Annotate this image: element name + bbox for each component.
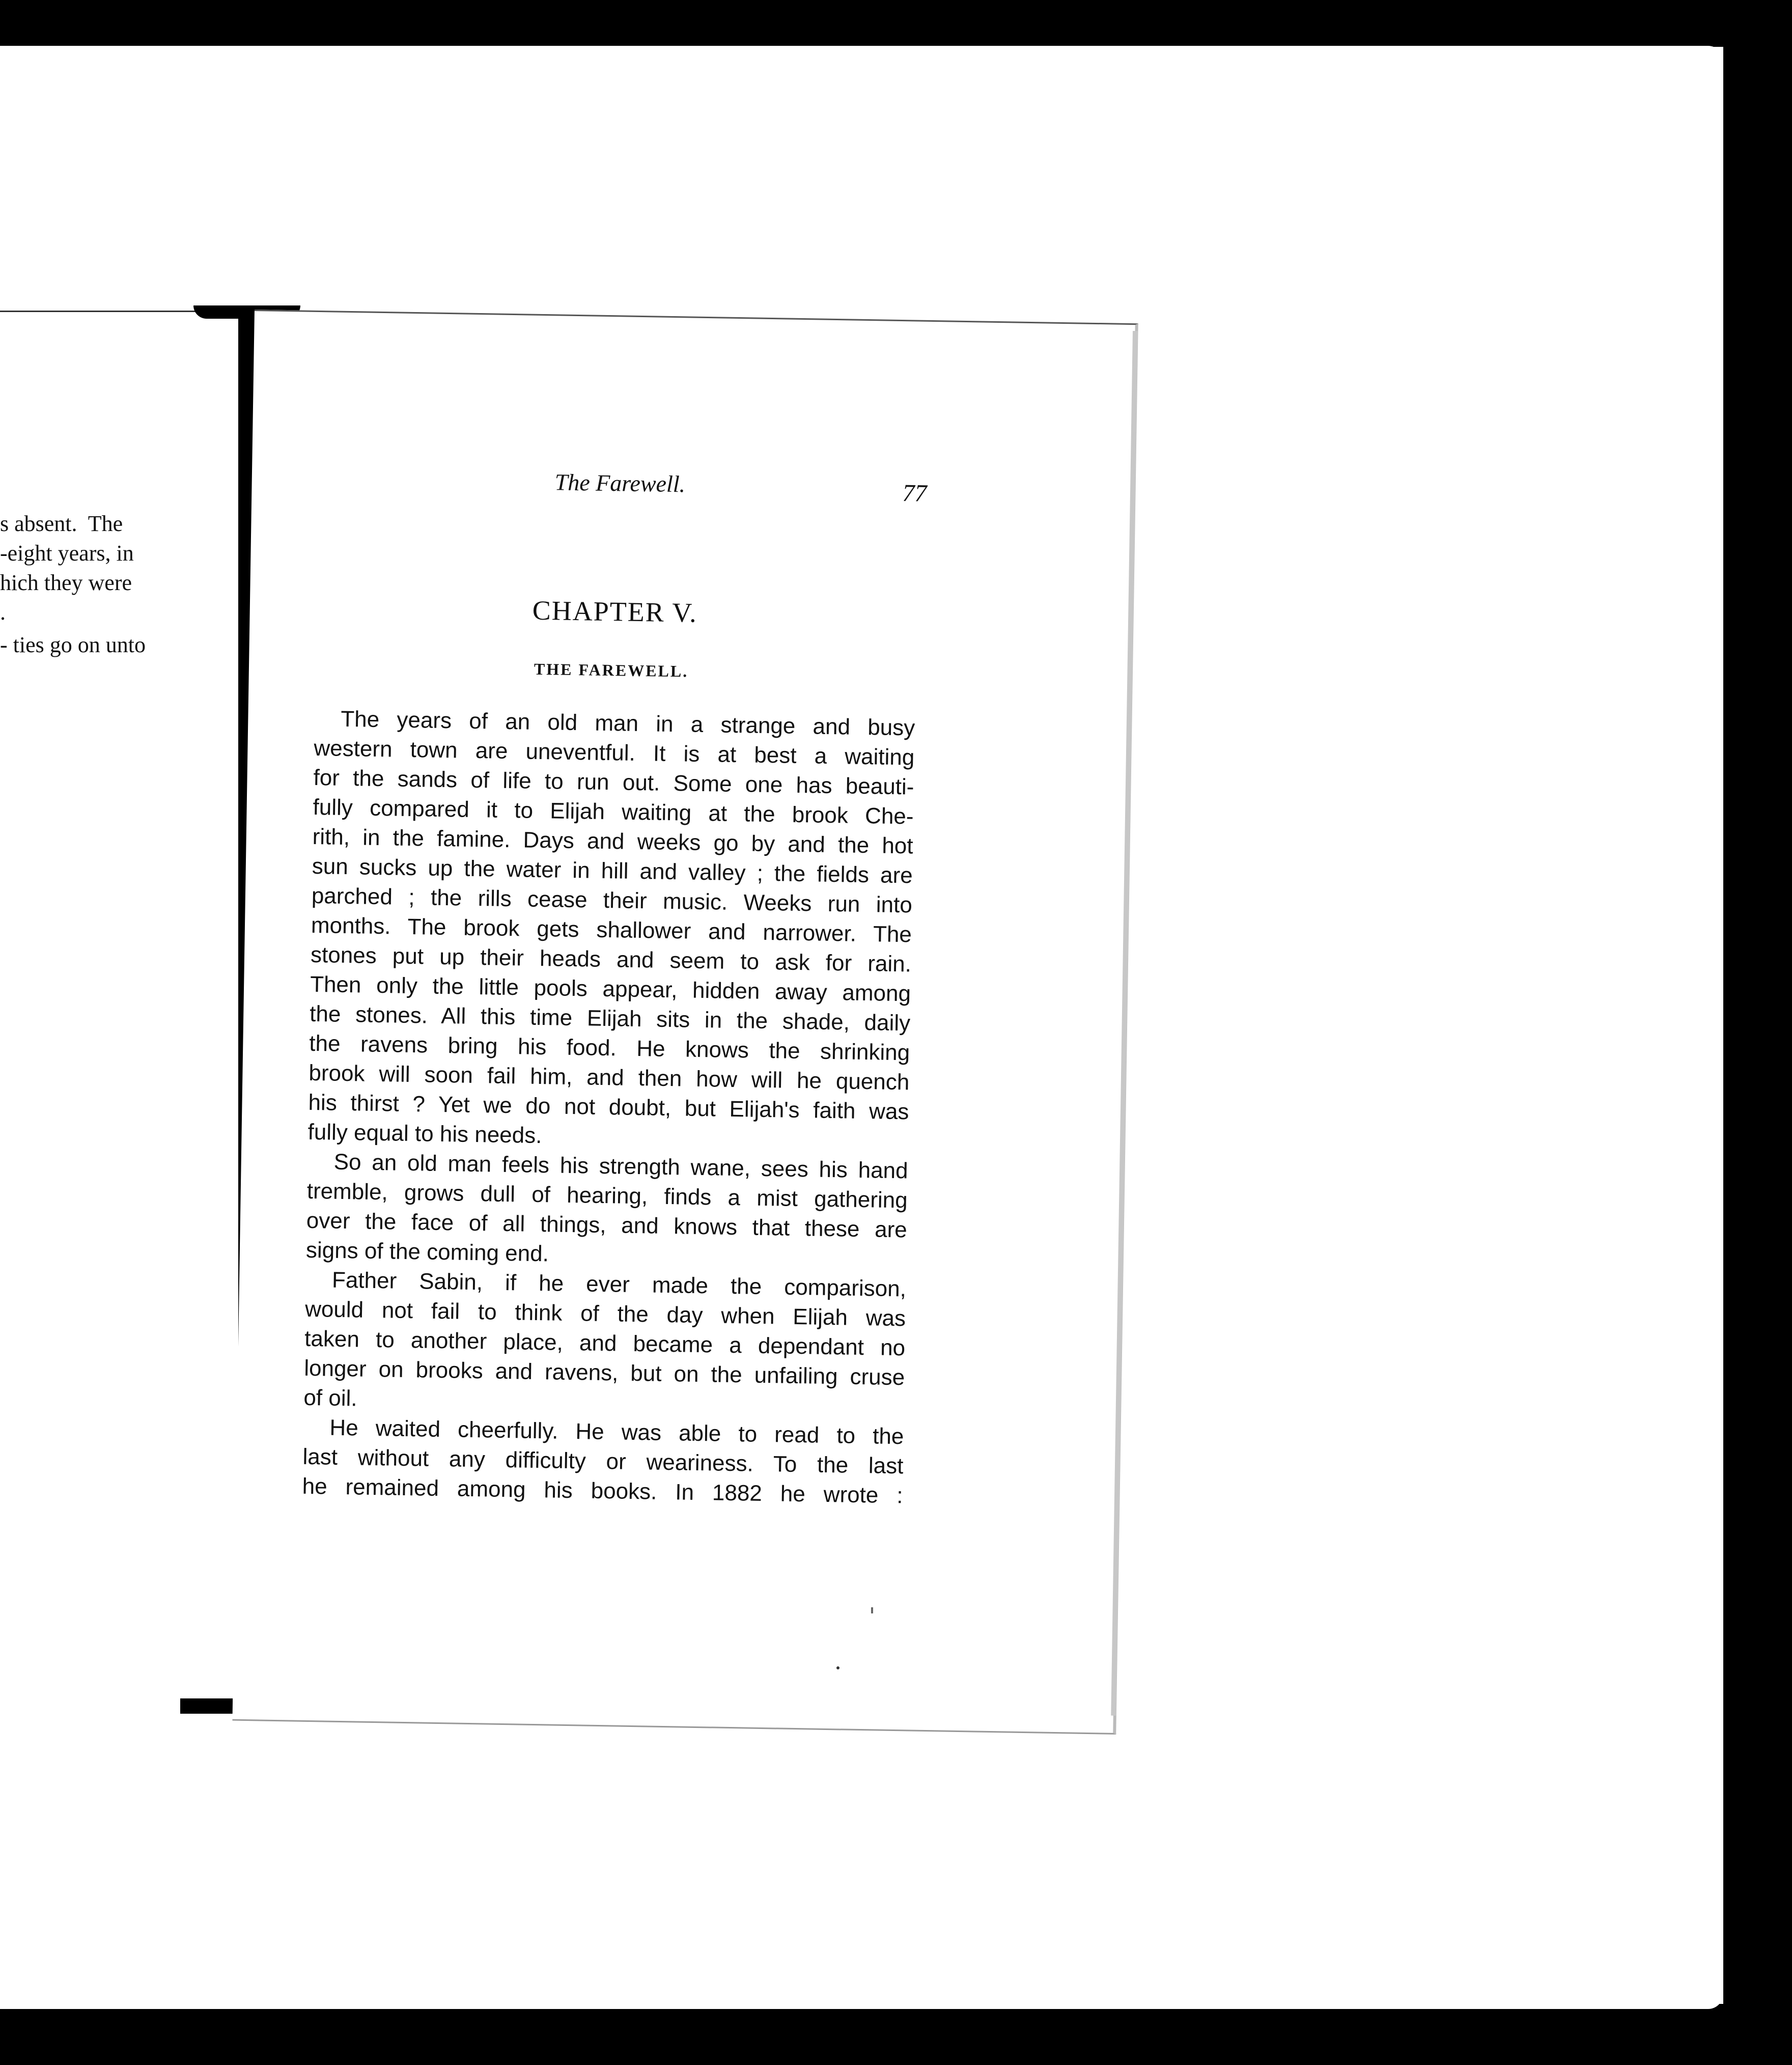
body-line: sun sucks up the water in hill and valley ; the fields are: [312, 853, 913, 888]
body-line: longer on brooks and ravens, but on the unfailing cruse: [303, 1355, 905, 1390]
running-head: The Farewell.: [554, 469, 686, 497]
chapter-subtitle: THE FAREWELL.: [534, 659, 689, 681]
body-line: of oil.: [303, 1385, 357, 1411]
body-line: for the sands of life to run out. Some one has beauti-: [313, 765, 914, 800]
body-line: the ravens bring his food. He knows the shrinking: [309, 1030, 910, 1066]
chapter-title: CHAPTER V.: [532, 595, 698, 628]
body-line: signs of the coming end.: [305, 1237, 549, 1267]
body-line: tremble, grows dull of hearing, finds a mist gathering: [306, 1178, 908, 1213]
scan-border-bottom: [0, 2004, 1792, 2065]
left-page-line: - ties go on unto: [0, 632, 146, 657]
body-line: last without any difficulty or weariness. To the last: [302, 1444, 904, 1479]
body-text: [302, 704, 915, 1511]
body-line: He waited cheerfully. He was able to read to the: [329, 1415, 904, 1449]
body-line: fully equal to his needs.: [307, 1119, 542, 1149]
scan-speck: [871, 1607, 873, 1613]
body-line: So an old man feels his strength wane, sees his hand: [333, 1149, 908, 1184]
body-line: The years of an old man in a strange and busy: [341, 706, 915, 741]
body-line: parched ; the rills cease their music. Weeks run into: [311, 883, 913, 918]
left-page-line: hich they were: [0, 570, 132, 595]
body-line: fully compared it to Elijah waiting at the brook Che-: [313, 794, 914, 829]
scan-speck: [836, 1666, 839, 1669]
body-line: would not fail to think of the day when Elijah was: [304, 1296, 906, 1331]
body-line: he remained among his books. In 1882 he wrote :: [302, 1473, 903, 1509]
body-line: his thirst ? Yet we do not doubt, but Elijah's faith was: [308, 1090, 909, 1125]
body-line: rith, in the famine. Days and weeks go by and the hot: [312, 824, 913, 859]
right-page: [232, 310, 1138, 1735]
left-page-line: .: [0, 600, 6, 625]
left-page-line: -eight years, in: [0, 541, 134, 566]
body-line: western town are uneventful. It is at best a waiting: [314, 735, 915, 770]
scan-border-top: [0, 0, 1792, 47]
scan-border-right: [1723, 0, 1792, 2065]
left-page-line: s absent. The: [0, 511, 123, 536]
body-line: over the face of all things, and knows that these are: [306, 1208, 908, 1243]
body-line: the stones. All this time Elijah sits in the shade, daily: [309, 1001, 911, 1036]
body-line: Then only the little pools appear, hidden away among: [310, 971, 911, 1007]
body-line: stones put up their heads and seem to ask for rain.: [310, 942, 912, 977]
body-line: taken to another place, and became a dependant no: [304, 1326, 906, 1361]
left-facing-page: [0, 311, 239, 1707]
body-line: months. The brook gets shallower and narrower. The: [311, 912, 912, 947]
body-line: brook will soon fail him, and then how will he quench: [309, 1060, 910, 1095]
body-line: Father Sabin, if he ever made the comparison,: [331, 1267, 907, 1302]
page-number: 77: [902, 480, 927, 507]
